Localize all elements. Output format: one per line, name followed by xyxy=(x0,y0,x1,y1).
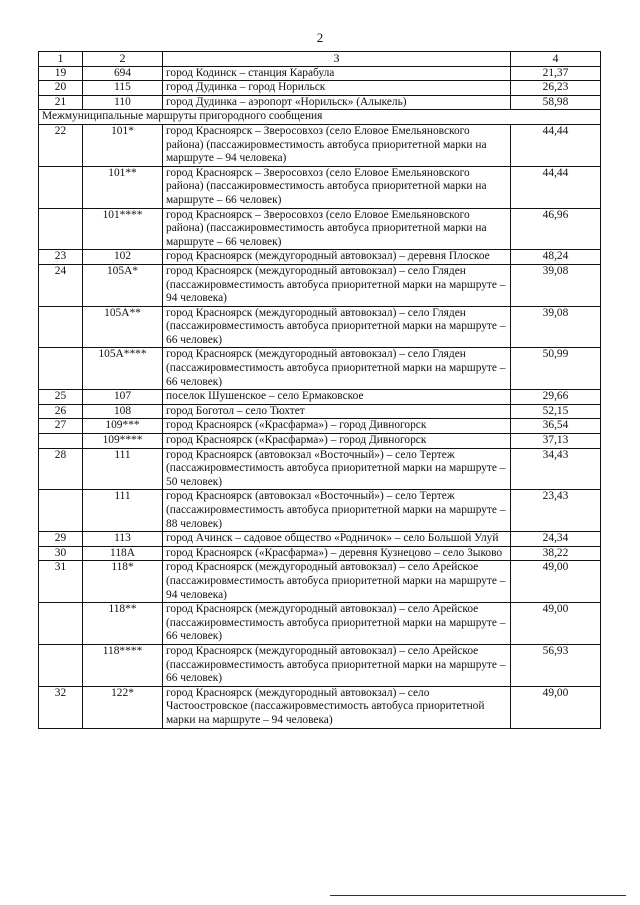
route-description: город Красноярск (междугородный автовокзал) – деревня Плоское xyxy=(163,250,511,265)
table-row xyxy=(39,404,601,419)
route-number: 111 xyxy=(83,490,163,532)
row-number: 26 xyxy=(39,404,83,419)
route-number: 109**** xyxy=(83,434,163,449)
table-row xyxy=(39,66,601,81)
route-description: город Дудинка – город Норильск xyxy=(163,81,511,96)
route-number: 118А xyxy=(83,546,163,561)
tariff-value: 58,98 xyxy=(511,95,601,110)
row-number: 24 xyxy=(39,264,83,306)
tariff-value: 39,08 xyxy=(511,264,601,306)
tariff-value: 49,00 xyxy=(511,603,601,645)
row-number: 20 xyxy=(39,81,83,96)
table-row xyxy=(39,546,601,561)
table-header-row xyxy=(39,52,601,67)
route-number: 122* xyxy=(83,686,163,728)
table-row xyxy=(39,124,601,166)
tariff-value: 49,00 xyxy=(511,561,601,603)
route-description: город Красноярск (междугородный автовокзал) – село Арейское (пассажировместимость автобуса приоритетной марки на маршруте – 66 человек) xyxy=(163,603,511,645)
row-number: 21 xyxy=(39,95,83,110)
tariff-value: 38,22 xyxy=(511,546,601,561)
route-description: город Боготол – село Тюхтет xyxy=(163,404,511,419)
tariff-value: 29,66 xyxy=(511,390,601,405)
tariff-value: 44,44 xyxy=(511,166,601,208)
row-number: 31 xyxy=(39,561,83,603)
row-number: 25 xyxy=(39,390,83,405)
table-row xyxy=(39,419,601,434)
table-row xyxy=(39,490,601,532)
row-number: 30 xyxy=(39,546,83,561)
row-number xyxy=(39,434,83,449)
route-number: 105А**** xyxy=(83,348,163,390)
page-number: 2 xyxy=(316,30,324,45)
footer-rule xyxy=(330,895,626,896)
tariff-value: 23,43 xyxy=(511,490,601,532)
row-number: 22 xyxy=(39,124,83,166)
route-description: город Красноярск (междугородный автовокзал) – село Гляден (пассажировместимость автобуса приоритетной марки на маршруте – 94 человека) xyxy=(163,264,511,306)
route-number: 118* xyxy=(83,561,163,603)
route-number: 115 xyxy=(83,81,163,96)
table-row xyxy=(39,306,601,348)
table-row xyxy=(39,532,601,547)
route-number: 109*** xyxy=(83,419,163,434)
row-number xyxy=(39,166,83,208)
table-row xyxy=(39,208,601,250)
tariff-value: 46,96 xyxy=(511,208,601,250)
route-description: город Красноярск (автовокзал «Восточный») – село Тертеж (пассажировместимость автобуса приоритетной марки на маршруте – 88 человек) xyxy=(163,490,511,532)
route-number: 101* xyxy=(83,124,163,166)
route-description: город Ачинск – садовое общество «Родничок» – село Большой Улуй xyxy=(163,532,511,547)
table-row xyxy=(39,264,601,306)
header-col-2: 2 xyxy=(83,52,163,67)
row-number xyxy=(39,644,83,686)
row-number xyxy=(39,490,83,532)
table-row xyxy=(39,250,601,265)
tariff-value: 24,34 xyxy=(511,532,601,547)
row-number xyxy=(39,306,83,348)
route-number: 105А** xyxy=(83,306,163,348)
route-description: город Кодинск – станция Карабула xyxy=(163,66,511,81)
route-number: 101** xyxy=(83,166,163,208)
route-number: 113 xyxy=(83,532,163,547)
row-number xyxy=(39,348,83,390)
table-row xyxy=(39,166,601,208)
route-description: город Красноярск – Зверосовхоз (село Еловое Емельяновского района) (пассажировместимость автобуса приоритетной марки на маршруте – 94 человека) xyxy=(163,124,511,166)
route-description: город Дудинка – аэропорт «Норильск» (Алыкель) xyxy=(163,95,511,110)
tariff-value: 34,43 xyxy=(511,448,601,490)
route-number: 102 xyxy=(83,250,163,265)
route-number: 694 xyxy=(83,66,163,81)
row-number: 27 xyxy=(39,419,83,434)
tariff-value: 49,00 xyxy=(511,686,601,728)
row-number: 32 xyxy=(39,686,83,728)
row-number: 28 xyxy=(39,448,83,490)
route-description: город Красноярск – Зверосовхоз (село Еловое Емельяновского района) (пассажировместимость автобуса приоритетной марки на маршруте – 66 человек) xyxy=(163,208,511,250)
tariff-value: 48,24 xyxy=(511,250,601,265)
header-col-1: 1 xyxy=(39,52,83,67)
route-description: город Красноярск – Зверосовхоз (село Еловое Емельяновского района) (пассажировместимость автобуса приоритетной марки на маршруте – 66 человек) xyxy=(163,166,511,208)
table-row xyxy=(39,348,601,390)
route-description: город Красноярск («Красфарма») – город Дивногорск xyxy=(163,419,511,434)
route-description: город Красноярск («Красфарма») – деревня Кузнецово – село Зыково xyxy=(163,546,511,561)
routes-table xyxy=(38,51,601,729)
section-title: Межмуниципальные маршруты пригородного сообщения xyxy=(39,110,601,125)
route-description: поселок Шушенское – село Ермаковское xyxy=(163,390,511,405)
table-row xyxy=(39,95,601,110)
route-description: город Красноярск (междугородный автовокзал) – село Арейское (пассажировместимость автобуса приоритетной марки на маршруте – 66 человек) xyxy=(163,644,511,686)
table-row xyxy=(39,390,601,405)
row-number: 23 xyxy=(39,250,83,265)
route-number: 107 xyxy=(83,390,163,405)
row-number xyxy=(39,208,83,250)
route-number: 108 xyxy=(83,404,163,419)
route-description: город Красноярск («Красфарма») – город Дивногорск xyxy=(163,434,511,449)
tariff-value: 52,15 xyxy=(511,404,601,419)
table-row xyxy=(39,561,601,603)
table-row xyxy=(39,448,601,490)
route-number: 118** xyxy=(83,603,163,645)
tariff-value: 21,37 xyxy=(511,66,601,81)
table-row xyxy=(39,644,601,686)
route-number: 111 xyxy=(83,448,163,490)
route-description: город Красноярск (междугородный автовокзал) – село Арейское (пассажировместимость автобуса приоритетной марки на маршруте – 94 человека) xyxy=(163,561,511,603)
header-col-4: 4 xyxy=(511,52,601,67)
row-number: 29 xyxy=(39,532,83,547)
tariff-value: 36,54 xyxy=(511,419,601,434)
tariff-value: 26,23 xyxy=(511,81,601,96)
table-row xyxy=(39,603,601,645)
route-number: 118**** xyxy=(83,644,163,686)
route-description: город Красноярск (междугородный автовокзал) – село Гляден (пассажировместимость автобуса приоритетной марки на маршруте – 66 человек) xyxy=(163,348,511,390)
tariff-value: 44,44 xyxy=(511,124,601,166)
route-description: город Красноярск (междугородный автовокзал) – село Частоостровское (пассажировместимость автобуса приоритетной марки на маршруте – 94 человека) xyxy=(163,686,511,728)
header-col-3: 3 xyxy=(163,52,511,67)
row-number: 19 xyxy=(39,66,83,81)
route-description: город Красноярск (автовокзал «Восточный») – село Тертеж (пассажировместимость автобуса приоритетной марки на маршруте – 50 человек) xyxy=(163,448,511,490)
tariff-value: 56,93 xyxy=(511,644,601,686)
row-number xyxy=(39,603,83,645)
table-row xyxy=(39,81,601,96)
table-row xyxy=(39,434,601,449)
route-number: 101**** xyxy=(83,208,163,250)
route-number: 110 xyxy=(83,95,163,110)
tariff-value: 39,08 xyxy=(511,306,601,348)
route-number: 105А* xyxy=(83,264,163,306)
section-row xyxy=(39,110,601,125)
tariff-value: 37,13 xyxy=(511,434,601,449)
route-description: город Красноярск (междугородный автовокзал) – село Гляден (пассажировместимость автобуса приоритетной марки на маршруте – 66 человек) xyxy=(163,306,511,348)
table-row xyxy=(39,686,601,728)
tariff-value: 50,99 xyxy=(511,348,601,390)
